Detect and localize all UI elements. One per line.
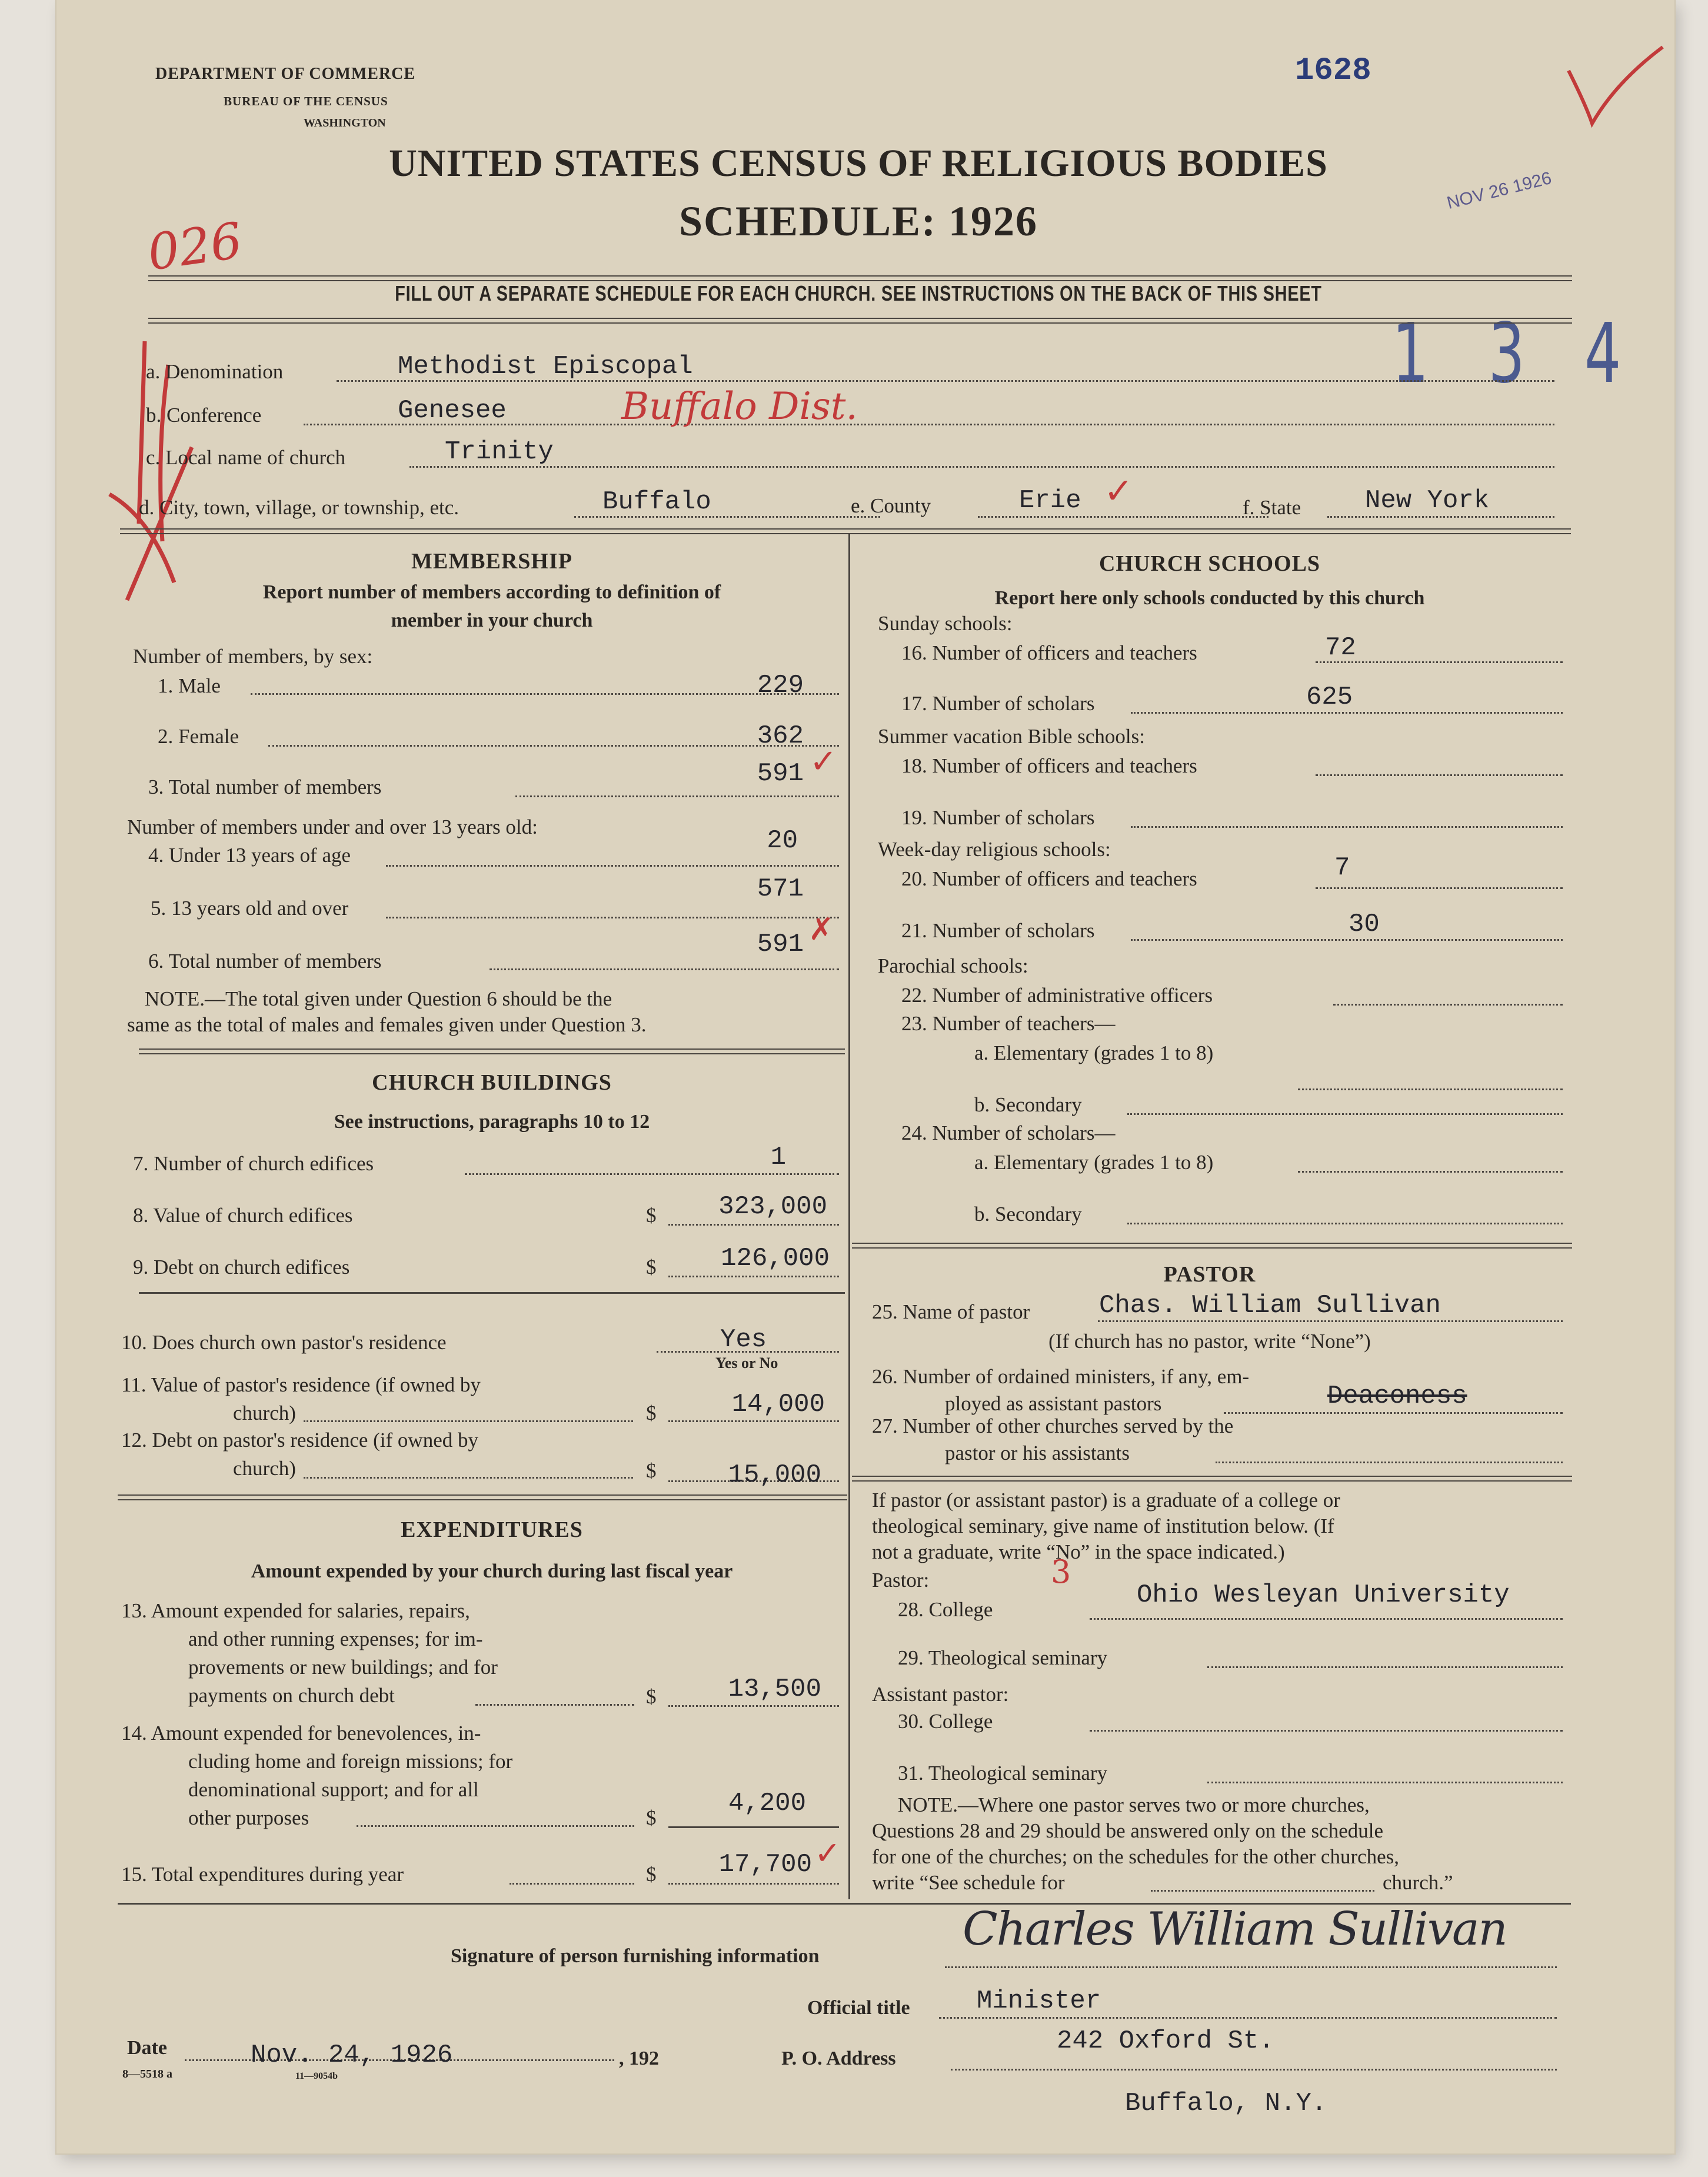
fill-line [490, 968, 839, 970]
local-name-value[interactable]: Trinity [445, 437, 554, 467]
q9-dollar: $ [646, 1256, 657, 1279]
q14-label-1: 14. Amount expended for benevolences, in- [121, 1722, 481, 1745]
pastor-note-5: church.” [1383, 1871, 1453, 1894]
q30-label: 30. College [898, 1710, 993, 1733]
pastor-mark: 3 [1051, 1553, 1071, 1590]
county-check-icon: ✓ [1104, 471, 1134, 512]
po-address-label: P. O. Address [781, 2048, 896, 2069]
q10-residence-value[interactable]: Yes [720, 1325, 767, 1354]
buildings-sub: See instructions, paragraphs 10 to 12 [334, 1111, 650, 1133]
fill-line [1131, 826, 1563, 828]
fill-line [386, 865, 839, 867]
rule [139, 1048, 845, 1054]
q15-label: 15. Total expenditures during year [121, 1863, 404, 1886]
date-label: Date [127, 2037, 167, 2059]
q25-pastor-name-value[interactable]: Chas. William Sullivan [1099, 1291, 1441, 1320]
q10-label: 10. Does church own pastor's residence [121, 1331, 447, 1354]
form-number-2: 11—9054b [295, 2071, 338, 2081]
buildings-heading: CHURCH BUILDINGS [372, 1070, 612, 1095]
q20-label: 20. Number of officers and teachers [901, 867, 1197, 890]
pastor-heading: PASTOR [1163, 1262, 1256, 1287]
q9-debt-value[interactable]: 126,000 [721, 1244, 830, 1273]
fill-line [668, 1705, 839, 1707]
q3-check-icon: ✓ [810, 743, 837, 781]
pastor-note-4: write “See schedule for [872, 1871, 1065, 1894]
pastor-note-1: NOTE.—Where one pastor serves two or more churches, [898, 1793, 1370, 1816]
department-heading: DEPARTMENT OF COMMERCE [155, 65, 416, 83]
parochial-schools-label: Parochial schools: [878, 954, 1028, 977]
fill-line [251, 693, 839, 695]
q23-label: 23. Number of teachers— [901, 1012, 1116, 1035]
q13-label-2: and other running expenses; for im- [188, 1627, 483, 1650]
fill-line [304, 1477, 633, 1479]
graduate-instruction-1: If pastor (or assistant pastor) is a graduate of a college or [872, 1489, 1340, 1512]
q24-label: 24. Number of scholars— [901, 1121, 1116, 1144]
expenditures-sub: Amount expended by your church during last fiscal year [251, 1560, 733, 1582]
po-address-line2[interactable]: Buffalo, N.Y. [1125, 2089, 1327, 2118]
q16-value[interactable]: 72 [1325, 633, 1356, 663]
q10-hint: Yes or No [715, 1354, 778, 1372]
form-title: UNITED STATES CENSUS OF RELIGIOUS BODIES [389, 142, 1328, 185]
pastor-note-2: Questions 28 and 29 should be answered only on the schedule [872, 1819, 1384, 1842]
pastor-note-3: for one of the churches; on the schedules for the other churches, [872, 1845, 1400, 1868]
county-label: e. County [851, 494, 931, 517]
q24b-label: b. Secondary [974, 1203, 1082, 1226]
q13-label-4: payments on church debt [188, 1684, 395, 1707]
q8-label: 8. Value of church edifices [133, 1204, 353, 1227]
fill-line [1224, 1412, 1563, 1414]
pastor-grad-label: Pastor: [872, 1569, 930, 1592]
q6-label: 6. Total number of members [148, 950, 382, 973]
graduate-instruction-3: not a graduate, write “No” in the space indicated.) [872, 1540, 1285, 1563]
fill-line [978, 516, 1268, 518]
q11-label-1: 11. Value of pastor's residence (if owned by [121, 1373, 481, 1396]
fill-line [668, 1276, 839, 1277]
fill-line [939, 2017, 1557, 2019]
fill-line [1090, 1730, 1563, 1732]
state-value[interactable]: New York [1365, 486, 1490, 515]
q3-total-value[interactable]: 591 [757, 759, 804, 788]
fill-line [668, 1224, 839, 1226]
q13-label-1: 13. Amount expended for salaries, repairs, [121, 1599, 470, 1622]
q2-female-value[interactable]: 362 [757, 721, 804, 751]
q28-label: 28. College [898, 1598, 993, 1621]
fill-line [1316, 774, 1563, 776]
fill-line [515, 795, 839, 797]
local-name-label: c. Local name of church [146, 446, 346, 469]
fill-line [1216, 1462, 1563, 1463]
fill-line [1327, 516, 1554, 518]
q25-hint: (If church has no pastor, write “None”) [1048, 1330, 1371, 1353]
fill-line [1131, 939, 1563, 941]
q13-value[interactable]: 13,500 [728, 1675, 821, 1704]
q9-label: 9. Debt on church edifices [133, 1256, 350, 1279]
graduate-instruction-2: theological seminary, give name of institution below. (If [872, 1514, 1334, 1537]
fill-line [1090, 1618, 1563, 1620]
q14-label-2: cluding home and foreign missions; for [188, 1750, 513, 1773]
rule [120, 528, 1571, 534]
q5-label: 5. 13 years old and over [151, 897, 349, 920]
stamp-number: 1628 [1295, 53, 1371, 89]
fill-line [1316, 887, 1563, 889]
q15-value[interactable]: 17,700 [718, 1850, 812, 1879]
q4-under13-value[interactable]: 20 [767, 826, 798, 856]
q17-value[interactable]: 625 [1306, 683, 1353, 712]
city-label: d. City, town, village, or township, etc. [139, 496, 460, 519]
fill-line [668, 1420, 839, 1422]
city-heading: WASHINGTON [304, 116, 386, 129]
q18-label: 18. Number of officers and teachers [901, 754, 1197, 777]
conference-handwritten-note: Buffalo Dist. [621, 385, 858, 428]
q11-label-2: church) [233, 1402, 296, 1424]
rule [118, 1494, 847, 1500]
signature-value[interactable]: Charles William Sullivan [963, 1903, 1507, 1956]
q2-label: 2. Female [158, 725, 239, 748]
schools-heading: CHURCH SCHOOLS [1098, 551, 1321, 576]
q19-label: 19. Number of scholars [901, 806, 1095, 829]
q4-label: 4. Under 13 years of age [148, 844, 351, 867]
rule [852, 1476, 1572, 1482]
q14-label-4: other purposes [188, 1806, 309, 1829]
fill-line [1151, 1890, 1374, 1892]
membership-heading: MEMBERSHIP [411, 549, 572, 574]
fill-line [668, 1826, 839, 1828]
q7-label: 7. Number of church edifices [133, 1152, 374, 1175]
rule [852, 1243, 1572, 1249]
q21-label: 21. Number of scholars [901, 919, 1095, 942]
instruction-banner: FILL OUT A SEPARATE SCHEDULE FOR EACH CHURCH. SEE INSTRUCTIONS ON THE BACK OF THIS SHEET [395, 281, 1322, 305]
fill-line [1207, 1782, 1563, 1783]
signature-label: Signature of person furnishing information [451, 1945, 820, 1967]
date-suffix: , 192 [619, 2048, 659, 2069]
weekday-schools-label: Week-day religious schools: [878, 838, 1111, 861]
fill-line [1298, 1088, 1563, 1090]
q12-value[interactable]: 15,000 [728, 1460, 821, 1490]
fill-line [668, 1883, 839, 1885]
q26-label-2: ployed as assistant pastors [945, 1392, 1162, 1415]
county-value[interactable]: Erie [1019, 486, 1081, 515]
form-number: 8—5518 a [122, 2068, 172, 2081]
schools-sub: Report here only schools conducted by this church [994, 587, 1425, 609]
q8-edifice-value[interactable]: 323,000 [718, 1192, 827, 1221]
fill-line [386, 917, 839, 918]
q20-value[interactable]: 7 [1334, 853, 1350, 883]
q14-dollar: $ [646, 1806, 657, 1829]
expenditures-heading: EXPENDITURES [401, 1517, 583, 1542]
fill-line [465, 1173, 839, 1175]
assistant-pastor-label: Assistant pastor: [872, 1683, 1009, 1706]
q8-dollar: $ [646, 1204, 657, 1227]
q27-label-1: 27. Number of other churches served by the [872, 1414, 1234, 1437]
fill-line [1131, 712, 1563, 714]
fill-line [945, 1966, 1557, 1968]
q23b-label: b. Secondary [974, 1093, 1082, 1116]
bureau-heading: BUREAU OF THE CENSUS [224, 94, 388, 108]
q21-value[interactable]: 30 [1349, 910, 1380, 939]
q13-label-3: provements or new buildings; and for [188, 1656, 498, 1679]
q7-edifices-value[interactable]: 1 [770, 1143, 786, 1172]
q6-check-icon: ✗ [808, 912, 834, 947]
fill-line [510, 1883, 634, 1885]
q11-value[interactable]: 14,000 [731, 1390, 825, 1419]
conference-value[interactable]: Genesee [398, 396, 507, 425]
state-label: f. State [1243, 496, 1301, 519]
q24a-label: a. Elementary (grades 1 to 8) [974, 1151, 1214, 1174]
conference-label: b. Conference [146, 404, 262, 427]
fill-line [951, 2069, 1557, 2071]
membership-note-1: NOTE.—The total given under Question 6 should be the [145, 987, 612, 1010]
q23a-label: a. Elementary (grades 1 to 8) [974, 1041, 1214, 1064]
schedule-year: SCHEDULE: 1926 [678, 198, 1038, 245]
official-title-value[interactable]: Minister [977, 1986, 1101, 2016]
q15-check-icon: ✓ [814, 1835, 841, 1872]
fill-line [409, 466, 1554, 468]
fill-line [475, 1704, 634, 1706]
fill-line [1127, 1223, 1563, 1224]
q1-male-value[interactable]: 229 [757, 671, 804, 700]
membership-intro-1: Report number of members according to definition of [262, 581, 721, 603]
fill-line [357, 1825, 634, 1827]
membership-intro-2: member in your church [391, 610, 593, 631]
q14-value[interactable]: 4,200 [728, 1789, 806, 1818]
q16-label: 16. Number of officers and teachers [901, 641, 1197, 664]
q26-value[interactable]: Deaconess [1327, 1382, 1467, 1411]
fill-line [268, 745, 839, 747]
census-schedule-sheet [56, 0, 1674, 2153]
q29-label: 29. Theological seminary [898, 1646, 1108, 1669]
red-check-mark-icon [1563, 41, 1669, 129]
q11-dollar: $ [646, 1402, 657, 1424]
q13-dollar: $ [646, 1685, 657, 1708]
q5-over13-value[interactable]: 571 [757, 874, 804, 904]
q22-label: 22. Number of administrative officers [901, 984, 1213, 1007]
column-divider [848, 534, 850, 1899]
q17-label: 17. Number of scholars [901, 692, 1095, 715]
rule [139, 1292, 845, 1294]
fill-line [1098, 1320, 1563, 1322]
q6-total-value[interactable]: 591 [757, 930, 804, 959]
q28-college-value[interactable]: Ohio Wesleyan University [1137, 1580, 1510, 1610]
date-value[interactable]: Nov. 24, 1926 [251, 2040, 453, 2070]
summer-schools-label: Summer vacation Bible schools: [878, 725, 1145, 748]
membership-note-2: same as the total of males and females given under Question 3. [127, 1013, 647, 1036]
denomination-label: a. Denomination [146, 360, 284, 383]
members-by-sex-label: Number of members, by sex: [133, 645, 373, 668]
handwritten-tally: 1 3 4 [1392, 306, 1642, 402]
q12-label-1: 12. Debt on pastor's residence (if owned by [121, 1429, 478, 1452]
official-title-label: Official title [807, 1997, 910, 2019]
rule [148, 318, 1572, 324]
fill-line [1127, 1113, 1563, 1115]
handwritten-code: 026 [144, 211, 246, 282]
received-date-stamp: NOV 26 1926 [1445, 168, 1554, 214]
sunday-schools-label: Sunday schools: [878, 612, 1013, 635]
q25-label: 25. Name of pastor [872, 1300, 1030, 1323]
q14-label-3: denominational support; and for all [188, 1778, 479, 1801]
q12-label-2: church) [233, 1457, 296, 1480]
fill-line [1333, 1004, 1563, 1006]
city-value[interactable]: Buffalo [602, 487, 711, 517]
q27-label-2: pastor or his assistants [945, 1442, 1130, 1464]
fill-line [304, 1420, 633, 1422]
q12-dollar: $ [646, 1459, 657, 1482]
q31-label: 31. Theological seminary [898, 1762, 1108, 1785]
po-address-line1[interactable]: 242 Oxford St. [1057, 2026, 1274, 2056]
q15-dollar: $ [646, 1863, 657, 1886]
q3-label: 3. Total number of members [148, 775, 382, 798]
fill-line [1207, 1666, 1563, 1668]
rule [148, 275, 1572, 281]
fill-line [1298, 1171, 1563, 1173]
q26-label-1: 26. Number of ordained ministers, if any, em- [872, 1365, 1250, 1388]
q1-label: 1. Male [158, 674, 221, 697]
denomination-value[interactable]: Methodist Episcopal [398, 352, 693, 381]
members-by-age-label: Number of members under and over 13 years old: [127, 815, 538, 838]
